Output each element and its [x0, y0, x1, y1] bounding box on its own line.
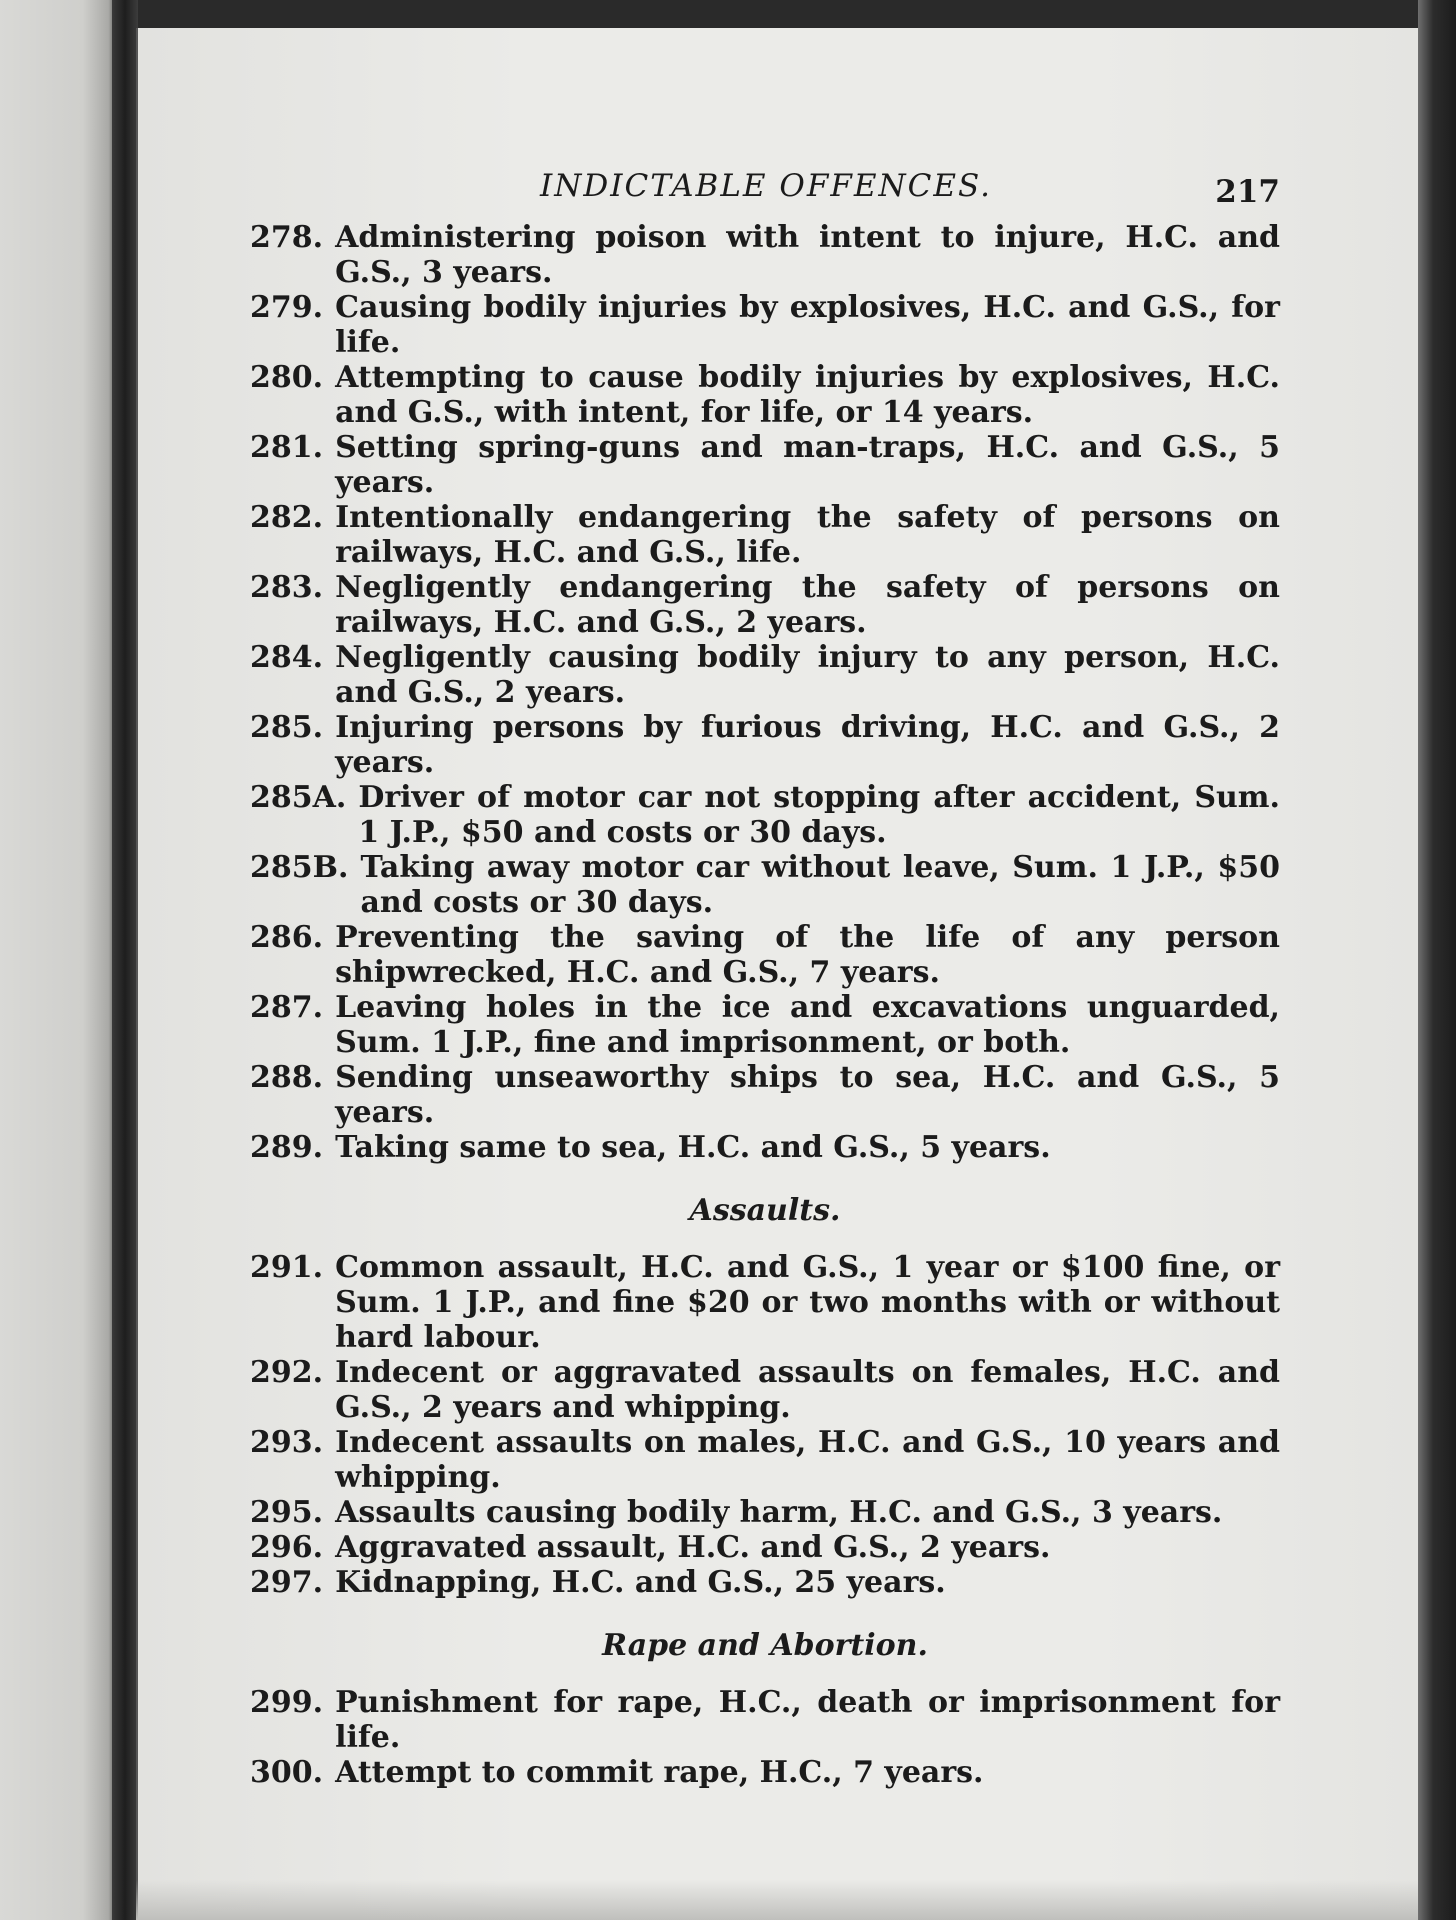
offence-entry: [250, 780, 1280, 850]
section-number: 285B.: [250, 850, 349, 885]
offence-entry: [250, 1685, 1280, 1755]
section-number: 292.: [250, 1355, 324, 1390]
offence-description: Negligently causing bodily injury to any person, H.C. and G.S., 2 years.: [335, 640, 1280, 710]
offence-description: Taking same to sea, H.C. and G.S., 5 years.: [335, 1130, 1051, 1165]
section-number: 285.: [250, 710, 324, 745]
section-number: 278.: [250, 220, 324, 255]
offence-description: Attempting to cause bodily injuries by explosives, H.C. and G.S., with intent, for life, or 14 years.: [335, 360, 1280, 430]
offence-description: Attempt to commit rape, H.C., 7 years.: [335, 1755, 984, 1790]
offence-description: Assaults causing bodily harm, H.C. and G.S., 3 years.: [335, 1495, 1223, 1530]
offence-entry: [250, 360, 1280, 430]
section-number: 295.: [250, 1495, 324, 1530]
offence-entry: [250, 430, 1280, 500]
offence-entry: [250, 1755, 1280, 1790]
offence-description: Negligently endangering the safety of persons on railways, H.C. and G.S., 2 years.: [335, 570, 1280, 640]
facing-page-edge: [0, 0, 118, 1920]
offence-entry: [250, 570, 1280, 640]
page-bottom-shade: [136, 1880, 1418, 1920]
section-number: 286.: [250, 920, 324, 955]
offence-description: Setting spring-guns and man-traps, H.C. and G.S., 5 years.: [335, 430, 1280, 500]
section-number: 279.: [250, 290, 324, 325]
section-number: 289.: [250, 1130, 324, 1165]
section-heading-assaults: Assaults.: [689, 1193, 841, 1228]
offence-description: Punishment for rape, H.C., death or imprisonment for life.: [335, 1685, 1280, 1755]
offence-description: Driver of motor car not stopping after accident, Sum. 1 J.P., $50 and costs or 30 days.: [358, 780, 1280, 850]
section-number: 282.: [250, 500, 324, 535]
section-number: 285A.: [250, 780, 347, 815]
offence-description: Kidnapping, H.C. and G.S., 25 years.: [335, 1565, 946, 1600]
section-number: 291.: [250, 1250, 324, 1285]
offence-entry: [250, 500, 1280, 570]
offence-description: Injuring persons by furious driving, H.C. and G.S., 2 years.: [335, 710, 1280, 780]
offence-entry: [250, 1060, 1280, 1130]
section-number: 293.: [250, 1425, 324, 1460]
offence-entry: [250, 640, 1280, 710]
page-number: 217: [1215, 174, 1280, 210]
section-number: 288.: [250, 1060, 324, 1095]
offence-description: Taking away motor car without leave, Sum. 1 J.P., $50 and costs or 30 days.: [360, 850, 1280, 920]
offence-list-assaults: [250, 1250, 1280, 1600]
offence-description: Sending unseaworthy ships to sea, H.C. and G.S., 5 years.: [335, 1060, 1280, 1130]
section-number: 287.: [250, 990, 324, 1025]
section-number: 297.: [250, 1565, 324, 1600]
section-number: 284.: [250, 640, 324, 675]
offence-description: Administering poison with intent to injure, H.C. and G.S., 3 years.: [335, 220, 1280, 290]
offence-description: Leaving holes in the ice and excavations unguarded, Sum. 1 J.P., fine and imprisonment, or both.: [335, 990, 1280, 1060]
offence-description: Intentionally endangering the safety of persons on railways, H.C. and G.S., life.: [335, 500, 1280, 570]
section-number: 296.: [250, 1530, 324, 1565]
offence-list-general: [250, 220, 1280, 1165]
section-heading-rape-abortion: Rape and Abortion.: [602, 1628, 928, 1663]
offence-description: Indecent or aggravated assaults on females, H.C. and G.S., 2 years and whipping.: [335, 1355, 1280, 1425]
section-number: 281.: [250, 430, 324, 465]
section-number: 280.: [250, 360, 324, 395]
section-number: 300.: [250, 1755, 324, 1790]
offence-entry: [250, 1495, 1280, 1530]
offence-entry: [250, 710, 1280, 780]
offence-description: Aggravated assault, H.C. and G.S., 2 years.: [335, 1530, 1051, 1565]
offence-entry: [250, 850, 1280, 920]
offence-entry: [250, 1425, 1280, 1495]
offence-entry: [250, 1565, 1280, 1600]
book-gutter: [112, 0, 138, 1920]
section-number: 283.: [250, 570, 324, 605]
offence-entry: [250, 1355, 1280, 1425]
offence-entry: [250, 1130, 1280, 1165]
offence-entry: [250, 220, 1280, 290]
offence-entry: [250, 1250, 1280, 1355]
offence-description: Causing bodily injuries by explosives, H.C. and G.S., for life.: [335, 290, 1280, 360]
section-number: 299.: [250, 1685, 324, 1720]
page-content: [250, 150, 1280, 1790]
offence-description: Indecent assaults on males, H.C. and G.S., 10 years and whipping.: [335, 1425, 1280, 1495]
page-edge-shadow: [1418, 0, 1456, 1920]
offence-description: Preventing the saving of the life of any person shipwrecked, H.C. and G.S., 7 years.: [335, 920, 1280, 990]
offence-entry: [250, 920, 1280, 990]
offence-entry: [250, 290, 1280, 360]
offence-entry: [250, 990, 1280, 1060]
offence-list-rape: [250, 1685, 1280, 1790]
running-head-title: INDICTABLE OFFENCES.: [540, 168, 992, 204]
offence-description: Common assault, H.C. and G.S., 1 year or $100 fine, or Sum. 1 J.P., and fine $20 or two months with or without hard labour.: [335, 1250, 1280, 1355]
running-head: [250, 150, 1280, 220]
offence-entry: [250, 1530, 1280, 1565]
